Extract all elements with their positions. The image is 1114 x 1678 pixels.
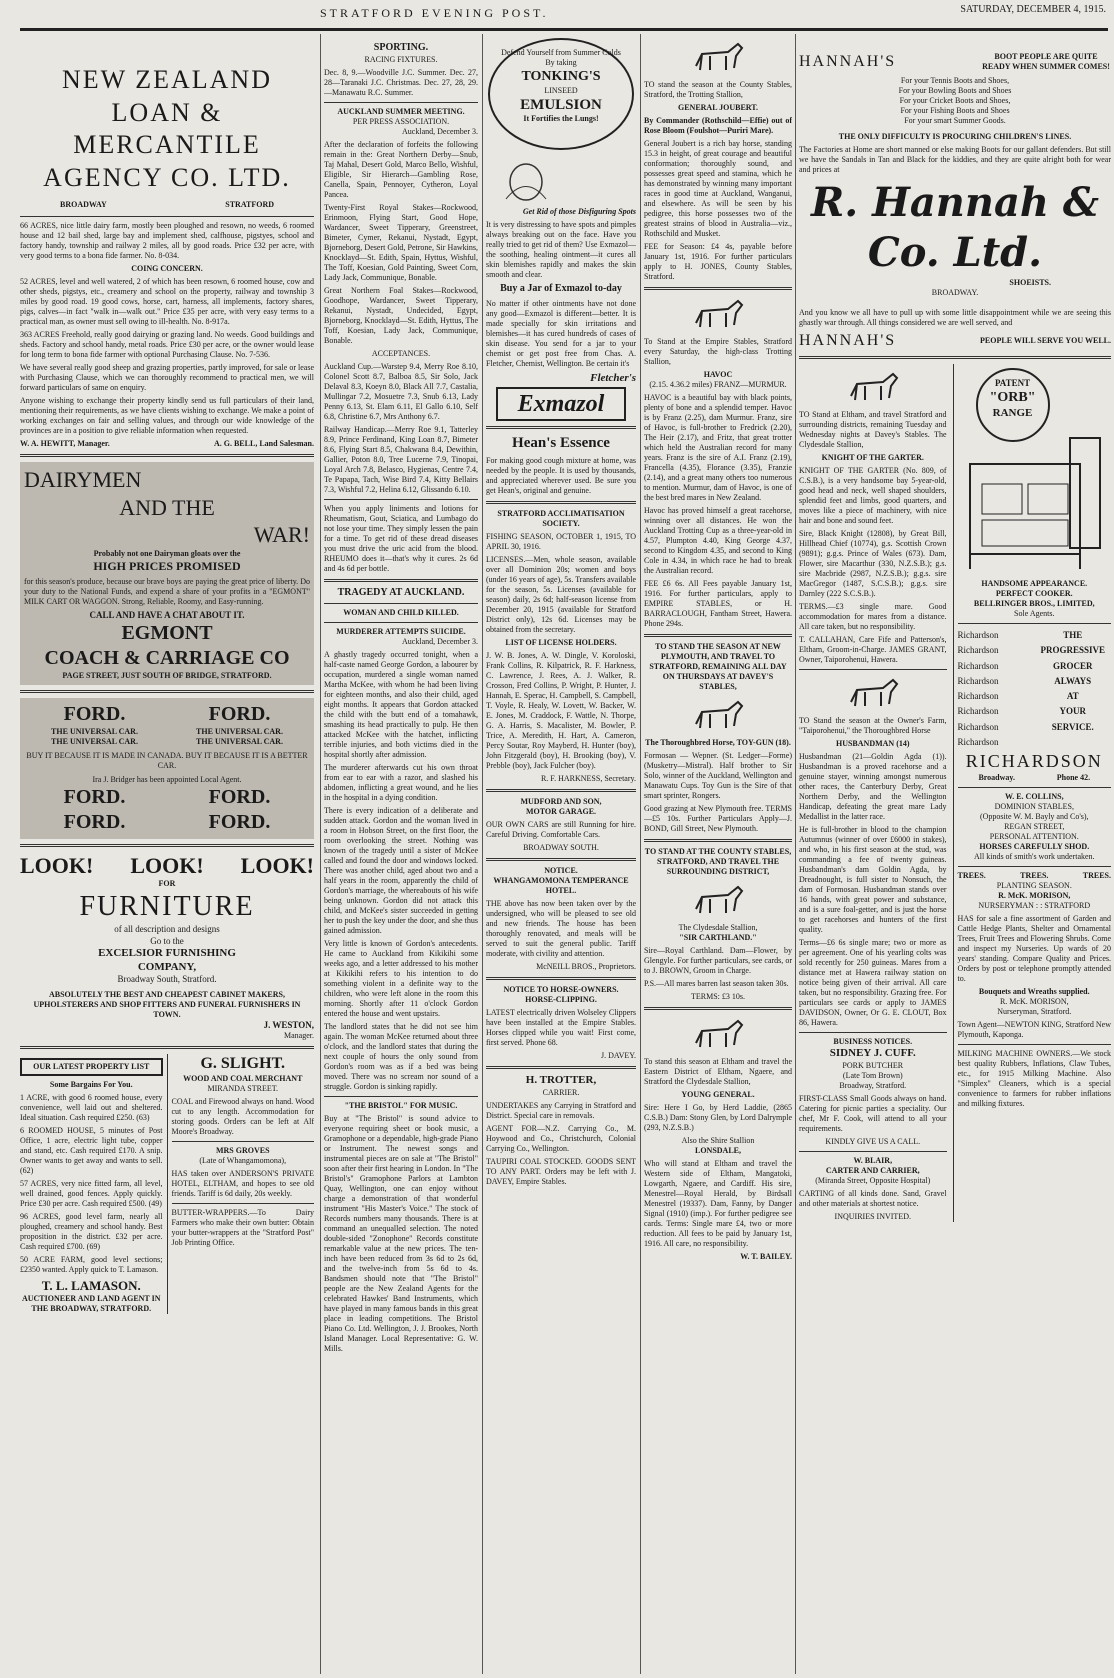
ad-text: BOOT PEOPLE ARE QUITE READY WHEN SUMMER COMES! xyxy=(982,52,1110,71)
ad-text: (Opposite W. M. Bayly and Co's), xyxy=(979,811,1089,821)
ad-text: Some Bargains For You. xyxy=(49,1079,133,1089)
article-dateline: Auckland, December 3. xyxy=(402,126,478,136)
ad-text: BUY IT BECAUSE IT IS MADE IN CANADA. BUY IT BECAUSE IT IS A BETTER CAR. xyxy=(26,750,308,770)
ad-text: Sire—Royal Carthland. Dam—Flower, by Glengyle. For further particulars, see cards, or to J. BROWN, Groom in Charge. xyxy=(644,946,792,975)
ad-brand: Fletcher's xyxy=(590,371,636,384)
article-text: FISHING SEASON, OCTOBER 1, 1915, TO APRIL 30, 1916. xyxy=(486,532,636,551)
richardson-ad xyxy=(958,628,1111,750)
article-text: LICENSES.—Men, whole season, available over all Dominion 20s; women and boys (under 16 years of age), 5s. Transfers available for the season, 5s. Licenses (available for season) daily, 2s 6d; half-season license from December 20, 1915 (available for Stratford District only), 12s 6d. Licenses may be obtained from the secretary. xyxy=(486,555,636,634)
ad-text: For your Tennis Boots and Shoes, xyxy=(900,76,1010,85)
signature: A. G. BELL, Land Salesman. xyxy=(213,439,314,448)
ad-text: WOOD AND COAL MERCHANT xyxy=(183,1073,303,1083)
ad-address: Broadway. xyxy=(978,772,1015,782)
ad-text: HANDSOME APPEARANCE. xyxy=(981,579,1088,588)
article-text: The landlord states that he did not see him again. The woman McKee returned about three o'clock, and the landlord states that during the next couple of hours the only sound from Gordon's room was as if a bed was being moved. There was no scream nor sound of a struggle. Gordon is sinking rapidly. xyxy=(324,1022,478,1091)
ad-text: THE ONLY DIFFICULTY IS PROCURING CHILDREN'S LINES. xyxy=(838,132,1072,141)
ad-title: HORSE-CLIPPING. xyxy=(525,995,597,1004)
ad-text: TERMS: £3 10s. xyxy=(690,992,745,1001)
ad-title: WAR! xyxy=(253,522,310,547)
ad-text: By Commander (Rothschild—Effie) out of Rose Bloom (Foulshot—Puriri Mare). xyxy=(644,116,792,135)
ad-text: INQUIRIES INVITED. xyxy=(834,1211,911,1221)
ad-text: PERFECT COOKER. xyxy=(995,589,1073,598)
article-text: J. W. B. Jones, A. W. Dingle, V. Koroloski, Frank Collins, R. Kilpatrick, R. F. Harkness, C. Lawrence, J. Rees, A. J. Walker, R. Crosson, Fred Collins, P. Wright, P. Hunter, J. Hannah, E. Sperac, H. Campbell, S. Campbell, T. Voyle, R. Healy, W. Lovett, W. Backer, W. E. Jones, M. Craddock, F. Wattle, N. Thorpe, G. A. Harris, S. Macalister, M. Bowler, P. Trice, A. Meredith, H. Hart, A. Cameron, Percy Soutar, Roy Mayberd, H. Hunter (boy), John Fitzgerald (boy), H. Brooking (boy), V. Prebble (boy), Jack Fulcher (boy). xyxy=(486,651,636,770)
ad-text: TO stand the season at the County Stables, Stratford, the Trotting Stallion, xyxy=(644,80,792,99)
ad-text: Sire, Black Knight (12808), by Great Bill, Hillhead Chief (10774), g.s. Scottish Crown (9891); g.g.s. Prince of Wales (673). Dam, Flower, sire Macarthur (330, N.Z.S.B.); g.s. sire Macbride (2987, N.Z.S.B.); g.g.s. sire MacGregor (1487, S.C.S.B.); g.g.s. sire Darnley (222 S.C.S.B.). xyxy=(799,529,947,598)
ad-text: (Miranda Street, Opposite Hospital) xyxy=(815,1175,931,1185)
section-heading: COING CONCERN. xyxy=(131,264,203,273)
rheumo-ad: When you apply liniments and lotions for Rheumatism, Gout, Sciatica, and Lumbago do not lose your time. They simply lessen the pain for a time. To get rid of these dread diseases you must drive the uric acid from the blood. RHEUMO does it—that's why it cures. 2s 6d and 4s 6d per bottle. xyxy=(324,503,478,573)
ad-text: CALL AND HAVE A CHAT ABOUT IT. xyxy=(89,609,245,620)
ad-text: (Late Tom Brown) xyxy=(842,1070,903,1080)
horse-icon xyxy=(688,38,748,76)
property-listing: 6 ROOMED HOUSE, 5 minutes of Post Office, 1 acre, electric light tube, copper and stand, etc. Cash required £170. A snip. Owner wants to get away and wants to sell. (62) xyxy=(20,1125,163,1175)
ad-text: (Late of Whangamomona), xyxy=(199,1155,287,1165)
ad-text: Richardson xyxy=(957,706,999,717)
ad-text: Bouquets and Wreaths supplied. xyxy=(978,986,1090,996)
ad-text: HAS taken over ANDERSON'S PRIVATE HOTEL, ELTHAM, and hopes to see old friends. Tariff is 6d daily, 20s weekly. xyxy=(171,1168,314,1198)
newspaper-title: STRATFORD EVENING POST. xyxy=(320,6,549,20)
ad-title: NEW ZEALAND xyxy=(62,65,272,94)
ad-title: AGENCY CO. LTD. xyxy=(43,162,291,192)
ad-title: "ORB" xyxy=(989,390,1036,406)
ad-text: THE xyxy=(1063,630,1083,640)
ad-title: W. BLAIR, xyxy=(853,1155,893,1165)
ad-text: PORK BUTCHER xyxy=(842,1060,904,1070)
ad-text: FEE £6 6s. All Fees payable January 1st, 1916. For further particulars, apply to EMPIRE STABLES, or H. BARRACLOUGH, Fantham Street, Hawera. Phone 294s. xyxy=(644,579,792,628)
ad-text: CARRIER. xyxy=(542,1087,580,1097)
ad-title: FURNITURE xyxy=(79,891,255,923)
ad-text: RANGE xyxy=(992,406,1033,419)
ad-text: KINDLY GIVE US A CALL. xyxy=(825,1136,921,1146)
ad-address: REGAN STREET, xyxy=(1004,821,1065,831)
ad-text: Good grazing at New Plymouth free. TERMS—£5 10s. Further Particulars Apply—J. BOND, Gill Street, New Plymouth. xyxy=(644,804,792,833)
section-heading: RACING FIXTURES. xyxy=(364,54,438,64)
ad-text: Probably not one Dairyman gloats over the xyxy=(93,548,241,558)
ad-text: NURSERYMAN : : STRATFORD xyxy=(978,900,1091,910)
section-heading: BUSINESS NOTICES. xyxy=(833,1037,913,1046)
ad-text: SERVICE. xyxy=(1051,721,1094,732)
ad-title: LONSDALE, xyxy=(694,1146,741,1155)
ad-title: Get Rid of those Disfiguring Spots xyxy=(522,207,636,216)
property-list-ad xyxy=(20,1054,163,1314)
ad-text: PROGRESSIVE xyxy=(1040,645,1105,656)
ad-text: YOUR xyxy=(1059,706,1086,717)
issue-date: SATURDAY, DECEMBER 4, 1915. xyxy=(960,4,1106,15)
ad-text: ALWAYS xyxy=(1054,675,1092,686)
ad-address: PAGE STREET, JUST SOUTH OF BRIDGE, STRATFORD. xyxy=(62,670,272,680)
ad-title: TO STAND THE SEASON AT NEW PLYMOUTH, AND TRAVEL TO STRATFORD, REMAINING ALL DAY ON THURSDAYS AT DAVEY'S STABLES, xyxy=(649,642,787,691)
ad-text: Richardson xyxy=(957,675,999,686)
ad-text: Go to the xyxy=(150,935,184,946)
ad-title: LOOK! xyxy=(20,852,94,878)
ad-text: It Fortifies the Lungs! xyxy=(523,114,599,124)
property-listing: 52 ACRES, level and well watered, 2 of which has been resown, 6 roomed house, cow and other sheds, pigstys, etc., creamery and school on the property, railway and township 3 miles by good road. 19 good cows, horse, cart, harness, all implements, factory shares, pigs, calves—in fact "walk in—walk out." Price £35 per acre, with very easy terms to a practical man, as owner must sell owing to ill-health. No. 8-917a. xyxy=(20,277,314,326)
ad-title: FORD. xyxy=(63,810,126,833)
ad-text: Terms—£6 6s single mare; two or more as per agreement. One of his yearling colts was sold recently for 250 guineas. Mares from a distance met at Hawera railway station on notice being given of their arrival. All care taken, but no responsibility. Grazing free. For particulars see cards or apply to JAMES DAVIDSON, Owner, Or G. E. CLOUT, Box 86, Hawera. xyxy=(799,938,947,1027)
ad-text: BELLRINGER BROS., LIMITED, xyxy=(973,599,1095,608)
ad-text: General Joubert is a rich bay horse, standing 15.3 in height, of great courage and beautiful conformation; thoroughly sound, and possesses great speed and stamina, which he has demonstrated by winning many important races in good time at Auckland, Wanganui, and elsewhere. As will be seen by his pedigree, this horse possesses two of the greatest strains of blood in Australia—viz., Rothschild and Musket. xyxy=(644,139,792,238)
ad-title: COACH & CARRIAGE CO xyxy=(44,646,290,669)
ad-text: AUCTIONEER AND LAND AGENT IN THE BROADWAY, STRATFORD. xyxy=(21,1294,161,1313)
column-rule xyxy=(482,34,483,1674)
ad-text: HAS for sale a fine assortment of Garden and Cattle Hedge Plants, Shelter and Ornamental Trees, Fruit Trees and Flowering Shrubs. Come and inspect my Nurseries. Up wards of 20 years' standing. Compare Quality and Prices. Orders by post or telephone promptly attended to. xyxy=(957,913,1111,983)
article-text: Great Northern Foal Stakes—Rockwood, Goodhope, Wardancer, Sweet Tipperary, Rekanui, Nystadt, Undecided, Egypt, Bjorneborg, Knocklayd—St. Edith, Hyttus, The Toff, Koesian, Lady Jack, Communique, Bonable. xyxy=(324,285,478,345)
signature: W. T. BAILEY. xyxy=(740,1252,792,1261)
ad-title: Buy a Jar of Exmazol to-day xyxy=(500,283,622,294)
article-text: A ghastly tragedy occurred tonight, when a half-caste named George Gordon, a labourer by occupation, murdered a single woman named Martha McKee, with whom he had been living for eighteen months, and also their child, aged eight months. It appears that Gordon attacked the child with the butt end of a tomahawk, smashing its head practically to pulp. He then attacked McKee with the hatchet, inflicting terrible injuries, and both victims died in the hospital shortly after admission. xyxy=(324,650,478,759)
ad-title: "SIR CARTHLAND." xyxy=(679,933,757,942)
column-rule xyxy=(320,34,321,1674)
ad-signature: J. WESTON, xyxy=(263,1019,314,1030)
ad-text: HAVOC is a beautiful bay with black points, plenty of bone and a splendid temper. Havoc is by Franz (2.25), dam Murmur. Franz, sire of Havoc, is full-brother to Fredrick (2.20), The Heir (2.17), and Fritz, that great trotter which held the Australian record for many years. Franz is the sire of A.I. Franz (2.19), Francella (4.35), Florance (3.35), Franzie (2.14), and a great many others too numerous to mention. Murmur, dam of Havoc, is one of the best bred mares in New Zealand. xyxy=(644,393,792,502)
ad-title: HANNAH'S xyxy=(799,53,897,70)
ad-text: PATENT xyxy=(994,378,1031,388)
ad-text: To Stand at the Empire Stables, Stratford every Saturday, the high-class Trotting Stallion, xyxy=(644,337,792,366)
horse-icon xyxy=(843,674,903,712)
ad-text: For your Cricket Boots and Shoes, xyxy=(899,96,1011,105)
ad-title: LOOK! xyxy=(240,852,314,878)
ad-text: HIGH PRICES PROMISED xyxy=(93,558,241,573)
ad-text: TO Stand the season at the Owner's Farm, "Taiporohenui," the Thoroughbred Horse xyxy=(799,716,947,735)
property-listing: Anyone wishing to exchange their property kindly send us full particulars of their land, mentioning their requirements, as we have clients wishing to exchange. We make a point of working exchanges on fair and selling values, and through our wide knowledge of the provinces are in a position to give reliable information when requested. xyxy=(20,396,314,435)
ad-title: EMULSION xyxy=(520,96,602,113)
nz-loan-ad xyxy=(20,64,314,449)
property-listing: We have several really good sheep and grazing properties, partly improved, for sale or lease with Purchasing Clause, which we can thoroughly recommend to practical men, we will forward particulars of same on enquiry. xyxy=(20,363,314,392)
section-heading: ACCEPTANCES. xyxy=(371,348,431,358)
ad-text: PERSONAL ATTENTION. xyxy=(989,831,1079,841)
ad-subtitle: BROADWAY xyxy=(60,200,107,209)
masthead-rule xyxy=(20,28,1108,31)
ad-text: THE UNIVERSAL CAR. xyxy=(51,726,138,736)
article-byline: PER PRESS ASSOCIATION. xyxy=(352,116,450,126)
ad-text: PEOPLE WILL SERVE YOU WELL. xyxy=(980,336,1111,345)
ad-title: R. McK. MORISON, xyxy=(998,890,1071,900)
signature: W. A. HEWITT, Manager. xyxy=(20,439,110,448)
horse-icon xyxy=(688,1015,748,1053)
column-rule xyxy=(795,34,796,1674)
ad-title: NOTICE TO HORSE-OWNERS. xyxy=(503,985,619,994)
ad-text: Richardson xyxy=(957,645,999,656)
ad-text: Defend Yourself from Summer Colds xyxy=(501,48,621,57)
ad-text: TREES. xyxy=(957,870,986,880)
masthead xyxy=(0,0,1114,30)
ford-ad xyxy=(20,698,314,839)
ad-text: For your Fishing Boots and Shoes xyxy=(900,106,1010,115)
ad-title: MOTOR GARAGE. xyxy=(525,807,597,816)
ad-title: W. E. COLLINS, xyxy=(1004,791,1064,801)
ad-text: BUTTER-WRAPPERS.—To Dairy Farmers who make their own butter: Obtain your butter-wrappers at the "Stratford Post" Job Printing Office. xyxy=(171,1207,314,1247)
ad-text: of all description and designs xyxy=(114,924,220,935)
ad-text: For your Bowling Boots and Shoes xyxy=(898,86,1012,95)
ad-text: FIRST-CLASS Small Goods always on hand. Catering for picnic parties a speciality. Our chef, Mr F. Cook, will attend to all your requirements. xyxy=(799,1093,947,1133)
woman-illustration-icon xyxy=(486,154,636,204)
ad-text: COAL and Firewood always on hand. Wood cut to any length. Accommodation for storing goods. Orders can be left at Alf Moore's Broadway. xyxy=(171,1096,314,1136)
ad-title: YOUNG GENERAL. xyxy=(681,1090,755,1099)
ad-signature: Manager. xyxy=(284,1030,314,1040)
column-rule xyxy=(640,34,641,1674)
ad-address: Broadway South, Stratford. xyxy=(117,974,217,985)
ad-title: FORD. xyxy=(208,702,271,725)
ad-text: By taking xyxy=(545,58,577,67)
ad-title: TONKING'S xyxy=(521,69,601,84)
column-5 xyxy=(799,34,1111,1674)
ad-text: For your smart Summer Goods. xyxy=(904,116,1006,125)
ad-text: The Factories at Home are short manned or else making Boots for our gallant defenders. But still we have the Sandals in Tan and Black for the kiddies, and they are quite alright both for wear and prices at xyxy=(799,145,1111,174)
article-text: Very little is known of Gordon's antecedents. He came to Auckland from Kikikihi some weeks ago, and a letter addressed to his mother at Kikikihi refers to his intention to do something violent in a definite way to the children, who were left alone in the room this morning. Shortly after 11 o'clock Gordon entered the house and went upstairs. xyxy=(324,939,478,1018)
section-heading: LIST OF LICENSE HOLDERS. xyxy=(505,638,617,647)
ad-title: FORD. xyxy=(63,702,126,725)
property-listing: 1 ACRE, with good 6 roomed house, every convenience, well laid out and sheltered. Ideal situation. Cash required £250. (63) xyxy=(20,1092,163,1122)
ad-text: Richardson xyxy=(957,721,999,732)
article-text: There is every indication of a deliberate and sudden attack. Gordon and the woman lived in a room in Hobson Street, on the first floor, the room overlooking the street. Nothing was known of the tragedy until a sister of McKee called and found the door and windows locked. There was another child, aged about two and a half years in the room, apparently the child of Gordon's marriage, the whereabouts of his wife being unknown. Gordon did not attack this child, and McKee's sister succeeded in getting her to push the key under the door, and she thus gained admission. xyxy=(324,806,478,935)
ad-text: Husbandman (21—Goldin Agda (1)). Husbandman is a proved racehorse and a genuine stayer, winning amongst numerous other races, the Canterbury Derby, Great Northern Derby, and the Wellington Handicap, defeating the great mare Lady Medallist in the latter race. xyxy=(799,752,947,821)
ad-text: UNDERTAKES any Carrying in Stratford and District. Special care in removals. xyxy=(486,1100,636,1120)
ad-text: TREES. xyxy=(1020,870,1049,880)
ad-address: Broadway, Stratford. xyxy=(839,1080,907,1090)
article-text: Auckland Cup.—Warstep 9.4, Merry Roe 8.10, Colonel Scott 8.7, Balboa 8.5, Sir Solo, Jack Delaval 8.3, Koeyn 8.0, Black All 7.7, Castalia, Mullingar 7.2, Mosuetre 7.3, Snub 6.13, Lady Penny 6.13, St. Elam 6.11, El Gallo 6.10, Self 6.8, Christine 6.7, Mrs Anthony 6.7. xyxy=(324,361,478,421)
ad-text: Nurseryman, Stratford. xyxy=(997,1006,1072,1016)
ad-text: Richardson xyxy=(957,630,999,640)
section-heading: SPORTING. xyxy=(373,42,429,53)
ad-text: Town Agent—NEWTON KING, Stratford New Plymouth, Kaponga. xyxy=(957,1019,1111,1039)
article-text: After the declaration of forfeits the following remain in the: Great Northern Derby—Snub, Taj Mahal, Desert Gold, Marco Bello, Wishful, Eligible, Sir Hierarch—Gambling Rose, Canella, Spain, Pennoyer, Cytheron, Loyal Pancea. xyxy=(324,139,478,199)
ad-title: NOTICE. xyxy=(544,866,578,875)
ad-text: MIRANDA STREET. xyxy=(207,1083,279,1093)
signature: McNEILL BROS., Proprietors. xyxy=(536,962,636,971)
article-headline: AUCKLAND SUMMER MEETING. xyxy=(337,106,465,116)
ad-text: EXCELSIOR FURNISHING xyxy=(98,946,236,959)
ad-title: AND THE xyxy=(119,494,215,520)
ad-text: OUR OWN CARS are still Running for hire. Careful Driving. Comfortable Cars. xyxy=(486,820,636,839)
tonkings-emulsion-ad xyxy=(488,38,634,150)
article-headline: TRAGEDY AT AUCKLAND. xyxy=(337,586,465,598)
ad-text: Richardson xyxy=(957,737,999,748)
ad-text: To stand this season at Eltham and travel the Eastern District of Eltham, Ngaere, and Stratford the Clydesdale Stallion, xyxy=(644,1057,792,1086)
ad-text: COMPANY, xyxy=(137,960,197,973)
ad-text: Ira J. Bridger has been appointed Local Agent. xyxy=(92,774,242,784)
ad-text: SHOEISTS. xyxy=(1009,278,1051,287)
article-text: Dec. 8, 9.—Woodville J.C. Summer. Dec. 27, 28—Taranaki J.C. Christmas. Dec. 27, 28, 29.—Manawatu R.C. Summer. xyxy=(324,67,478,97)
ad-text: Formosan — Wepner. (St. Ledger—Forme) (Musketry—Mistral). Half brother to Sir Solo, winner of the Auckland, Wellington and Manawatu Cups. Toy Gun is the Sire of that smart sprinter, Rongers. xyxy=(644,751,792,800)
ad-text: MILKING MACHINE OWNERS.—We stock best quality Rubbers, Inflations, Claw Tubes, etc., for 1915 Milking Machine. Also "Simplex" Cleaners, which is a special convenience to farmers for rubber inflations and milking fixtures. xyxy=(957,1048,1111,1108)
ad-title: EGMONT xyxy=(121,621,213,644)
ad-text: for this season's produce, because our brave boys are paying the great price of liberty. Do your duty to the National Funds, and expend a share of your profits in a "EGMONT" MILK CART OR WAGGON. Strong, Reliable, Roomy, and Easy-running. xyxy=(24,576,310,606)
ad-text: THE UNIVERSAL CAR. xyxy=(196,736,283,746)
ad-text: THE UNIVERSAL CAR. xyxy=(51,736,138,746)
stove-icon xyxy=(960,434,1110,574)
dairymen-ad xyxy=(20,462,314,685)
horse-icon xyxy=(688,696,748,734)
article-headline: STRATFORD ACCLIMATISATION SOCIETY. xyxy=(497,509,625,528)
ad-text: GROCER xyxy=(1052,660,1093,671)
article-headline: "THE BRISTOL" FOR MUSIC. xyxy=(344,1101,458,1110)
ad-text: HORSES CAREFULLY SHOD. xyxy=(979,841,1090,851)
orb-badge xyxy=(976,368,1050,442)
ad-title: KNIGHT OF THE GARTER. xyxy=(821,453,924,462)
ad-text: It is very distressing to have spots and pimples always breaking out on the face. Have you really tried to get rid of them? Use Exmazol—the soothing, healing ointment—it cures all skin blemishes rapidly and makes the skin smooth and clear. xyxy=(486,220,636,279)
article-subheadline: WOMAN AND CHILD KILLED. xyxy=(343,608,459,617)
ad-text: For making good cough mixture at home, was needed by the people. It is used by thousands, and appreciated wherever used. Be sure you get Hean's, original and genuine. xyxy=(486,456,636,495)
ad-text: Richardson xyxy=(957,691,999,702)
ad-title: G. SLIGHT. xyxy=(200,1054,286,1072)
orb-range-ad xyxy=(958,364,1111,579)
hannahs-ad xyxy=(799,52,1111,351)
ad-title: HUSBANDMAN (14) xyxy=(835,739,910,748)
ad-text: KNIGHT OF THE GARTER (No. 809, of C.S.B.), is a very handsome bay 5-year-old, good head and neck, well shaped shoulders, splendid feet and limbs, good quarters, and moves like a piece of machinery, with nice hair and bone and sound feet. xyxy=(799,466,947,525)
ad-text: TO Stand at Eltham, and travel Stratford and surrounding districts, remaining Tuesday and Wednesday nights at Davey's Stables. The Clydesdale Stallion, xyxy=(799,410,947,449)
ad-address: BROADWAY SOUTH. xyxy=(523,843,599,852)
slight-ad xyxy=(167,1054,315,1314)
ad-text: ABSOLUTELY THE BEST AND CHEAPEST CABINET MAKERS, UPHOLSTERERS AND SHOP FITTERS AND FUNERAL FURNISHERS IN TOWN. xyxy=(33,989,301,1019)
property-listing: 363 ACRES Freehold, really good dairying or grazing land. No weeds. Good buildings and sheds. Factory and school handy, metal roads. Price £30 per acre, or the owner would lease for long term to bona fide farmer with optional Purchasing Clause. No. 7-536. xyxy=(20,330,314,359)
ad-text: FOR xyxy=(158,879,176,889)
right-ads xyxy=(953,364,1111,1222)
article-text: Twenty-First Royal Stakes—Rockwood, Erinmoon, Flying Start, Good Hope, Wardancer, Sweet Tipperary, Greenstreet, Bimeter, Cymer, Rekanui, Nystadt, Egypt, Bjorneborg, Desert Gold, Petrone, Sir Hawkins, Knocklayd—St. Edith, Spain, Hyttus, Wishful, The Toff, Koesian, Gold Painting, Sweet Corn, Lady Jack, Communique, Bonable. xyxy=(324,202,478,282)
ad-text: PLANTING SEASON. xyxy=(996,880,1072,890)
column-3 xyxy=(486,34,636,1674)
horse-icon xyxy=(688,295,748,333)
ad-subtitle: STRATFORD xyxy=(225,200,274,209)
ad-title: FORD. xyxy=(208,785,271,808)
ad-text: P.S.—All mares barren last season taken 30s. xyxy=(644,979,789,988)
ad-title: TO STAND AT THE COUNTY STABLES, STRATFORD, AND TRAVEL THE SURROUNDING DISTRICT, xyxy=(644,847,792,876)
ad-title: MUDFORD AND SON, xyxy=(520,797,602,806)
ad-text: No matter if other ointments have not done any good—Exmazol is different—better. It is made specially for skin irritations and blemishes—it has cured hundreds of cases of skin disease. You send for a jar to your chemist or get post free from Chas. A. Fletcher, Chemist, Wellington. Be certain it's xyxy=(486,298,636,368)
ad-title: FORD. xyxy=(63,785,126,808)
ad-title: Hean's Essence xyxy=(512,435,610,452)
article-text: Railway Handicap.—Merry Roe 9.1, Tatterley 8.9, Prince Ferdinand, King Loan 8.7, Bimeter 8.6, Flying Start 8.5, Chakwana 8.4, Dewithin, Gallier, Poton 8.0, Tree Lucerne 7.9, Tinopai, Loyal Arch 7.8, Belasco, Hygienas, Centre 7.4, Te Papapa, Tach, Wise Bird 7.4, Kitty Bellairs 7.3, Wishful 7.2, Helina 6.12, Glissando 6.10. xyxy=(324,424,478,494)
ad-text: TREES. xyxy=(1082,870,1111,880)
ad-text: THE UNIVERSAL CAR. xyxy=(196,726,283,736)
column-4 xyxy=(644,34,792,1674)
ad-title: LOAN & MERCANTILE xyxy=(73,97,261,159)
stallion-ads xyxy=(799,364,947,1222)
ad-text: FEE for Season: £4 4s, payable before January 1st, 1916. For further particulars apply to H. JONES, County Stables, Stratford. xyxy=(644,242,792,281)
ad-text: And you know we all have to pull up with some little disappointment while we are seeing this ghastly war through. All things considered we are well served, and xyxy=(799,308,1111,327)
article-text: The murderer afterwards cut his own throat from ear to ear with a razor, and slashed his abdomen, inflicting a great wound, and he lies in the hospital in a dying condition. xyxy=(324,763,478,802)
column-2 xyxy=(324,34,478,1674)
column-1 xyxy=(20,34,314,1674)
article-subheadline: MURDERER ATTEMPTS SUICIDE. xyxy=(336,627,466,636)
article-text: Buy at "The Bristol" is sound advice to everyone requiring sheet or book music, a Gramophone or a dependable, high-grade Piano or Instrument. The newest songs and instrumental pieces are on sale at "The Bristol" soon after their first hearing in London. In "The Bristol's" Gramophone Parlors at Lambton Quay, Wellington, one can enjoy without charge a demonstration of that wonderful instrument "His Master's Voice." The stock of Records numbers many thousands. There is at command an unequalled selection. The noted double-sided "Zonophone" Records constitute remarkable value at the new prices. The ten-inch have been reduced from 3s 6d to 2s 6d, and the twelve-inch from 5s 6d to 4s. Bandsmen should note that "The Bristol" people are the New Zealand Agents for the celebrated Hawkes' Band Instruments, which have played in many famous bands in this great place in leading competitions. The Bristol Piano Co. Ltd. Wellington, J. J. Brookes, North Island Manager. Local Representative: G. W. Mills. xyxy=(324,1114,478,1353)
ad-title: HANNAH'S xyxy=(799,332,897,349)
ad-text: LINSEED xyxy=(544,85,578,95)
ad-text: DOMINION STABLES, xyxy=(994,801,1074,811)
signature: R. F. HARKNESS, Secretary. xyxy=(540,774,636,783)
property-listing: 50 ACRE FARM, good level sections; £2350 wanted. Apply quick to T. Lamason. xyxy=(20,1254,163,1274)
furniture-ad xyxy=(20,852,314,1041)
ad-title: SIDNEY J. CUFF. xyxy=(829,1047,916,1059)
ad-title: LOOK! xyxy=(130,852,204,878)
article-dateline: Auckland, December 3. xyxy=(402,637,478,646)
ad-title: GENERAL JOUBERT. xyxy=(677,103,759,112)
ad-text: R. McK. MORISON, xyxy=(999,996,1069,1006)
hannah-logo: R. Hannah & Co. Ltd. xyxy=(810,179,1099,276)
ad-text: LATEST electrically driven Wolseley Clippers have been installed at the Empire Stables. Horses clipped while you wait! First come, first served. Phone 68. xyxy=(486,1008,636,1047)
ad-title: WHANGAMOMONA TEMPERANCE HOTEL. xyxy=(493,876,629,895)
ad-text: Phone 42. xyxy=(1056,772,1091,782)
ad-address: BROADWAY. xyxy=(931,288,979,297)
ad-text: THE above has now been taken over by the undersigned, who will be pleased to see old and new friends. The house has been thoroughly renovated, and meals will be served to suit the general public. Tariff moderate, with civility and attention. xyxy=(486,899,636,958)
ad-text: CARTING of all kinds done. Sand, Gravel and other materials at shortest notice. xyxy=(799,1188,947,1208)
ad-text: He is full-brother in blood to the champion Autumnus (winner of over £6000 in stakes), and who, in his first season at the stud, was commanding a fee of twenty guineas. Husbandman's dam Goldin Agda, by Dreadnought, is full sister to Nonsuch, the dam of Formosan. Husbandman stands over 16 hands, with great power and substance, and is a sure foal-getter, and is just the horse to get racehorses and hunters of the first quality. xyxy=(799,825,947,934)
ad-title: The Thoroughbred Horse, TOY-GUN (18). xyxy=(645,738,791,747)
exmazol-ad xyxy=(486,154,636,421)
ad-text: Sole Agents. xyxy=(1014,609,1055,618)
ad-title: DAIRYMEN xyxy=(24,467,142,492)
ad-text: TERMS.—£3 single mare. Good accommodation for mares from a distance. All care taken, but no responsibility. xyxy=(799,602,947,631)
ad-text: CARTER AND CARRIER, xyxy=(825,1165,920,1175)
signature: J. DAVEY. xyxy=(600,1051,636,1060)
ad-text: Who will stand at Eltham and travel the Western side of Eltham, Mangatoki, Lowgarth, Ngaere, and Cardiff. His sire, Menestrel—Royal Herald, by Birdsall Menestrel (19337). Dam, Fanny, by Danger Signal (1910) (imp.). For further pedigree see cards. Terms: Single mare £4, two or more reduction. All fees to be paid by January 1st, 1916. All care, no responsibility. xyxy=(644,1159,792,1248)
ad-text: TAUPIRI COAL STOCKED. GOODS SENT TO ANY PART. Orders may be left with J. DAVEY, Empire Stables. xyxy=(486,1156,636,1186)
ad-title: HAVOC xyxy=(703,370,733,379)
ad-brand: Exmazol xyxy=(496,387,626,421)
horse-icon xyxy=(688,881,748,919)
ad-title: RICHARDSON xyxy=(965,751,1103,772)
property-listing: 57 ACRES, very nice fitted farm, all level, well drained, good fences. Apply quickly. Price £30 per acre. Cash required £500. (49) xyxy=(20,1178,163,1208)
ad-title: FORD. xyxy=(208,810,271,833)
ad-text: AT xyxy=(1066,691,1079,702)
ad-text: AGENT FOR—N.Z. Carrying Co., M. Hoywood and Co., Christchurch, Colonial Carrying Co., Wellington. xyxy=(486,1123,636,1153)
ad-text: Richardson xyxy=(957,660,999,671)
ad-text: Havoc has proved himself a great racehorse, winning over all distances. He won the Auckland Trotting Cup as a three-year-old in 4.57, Plumpton 4.40, King George 4.37, second to Kingdom 4.35, and second to King Cole in 4.34, in which race he had to break the Australian record. xyxy=(644,506,792,575)
ad-text: All kinds of smith's work undertaken. xyxy=(974,851,1095,861)
ad-text: Also the Shire Stallion xyxy=(681,1136,755,1145)
ad-text: T. CALLAHAN, Care Fife and Patterson's, Eltham, Groom-in-Charge. JAMES GRANT, Owner, Taiporohenui, Hawera. xyxy=(799,635,947,664)
ad-title: H. TROTTER, xyxy=(525,1074,597,1086)
ad-text: Sire: Here I Go, by Herd Laddie, (2865 C.S.B.) Dam: Stony Glen, by Lord Dalrymple (293, N.Z.S.B.) xyxy=(644,1103,792,1132)
ad-text: (2.15. 4.36.2 miles) FRANZ—MURMUR. xyxy=(649,380,787,389)
property-listing: 66 ACRES, nice little dairy farm, mostly been ploughed and resown, no weeds, 6 roomed house and 12 bail shed, large bay and implement shed, calfhouse, pigstyes, school and factory handy, township and railway 2 miles, all by good roads. Price £32 per acre, with very good terms to a bona fide farmer. No. 8-034. xyxy=(20,221,314,260)
ad-title: MRS GROVES xyxy=(215,1145,270,1155)
property-listing: 96 ACRES, good level farm, nearly all ploughed, creamery and school handy. Best proposition in the district. £32 per acre. Cash required £700. (69) xyxy=(20,1211,163,1251)
ad-title: OUR LATEST PROPERTY LIST xyxy=(20,1058,163,1076)
horse-icon xyxy=(843,368,903,406)
ad-text: The Clydesdale Stallion, xyxy=(678,923,758,932)
ad-title: T. L. LAMASON. xyxy=(41,1277,141,1293)
